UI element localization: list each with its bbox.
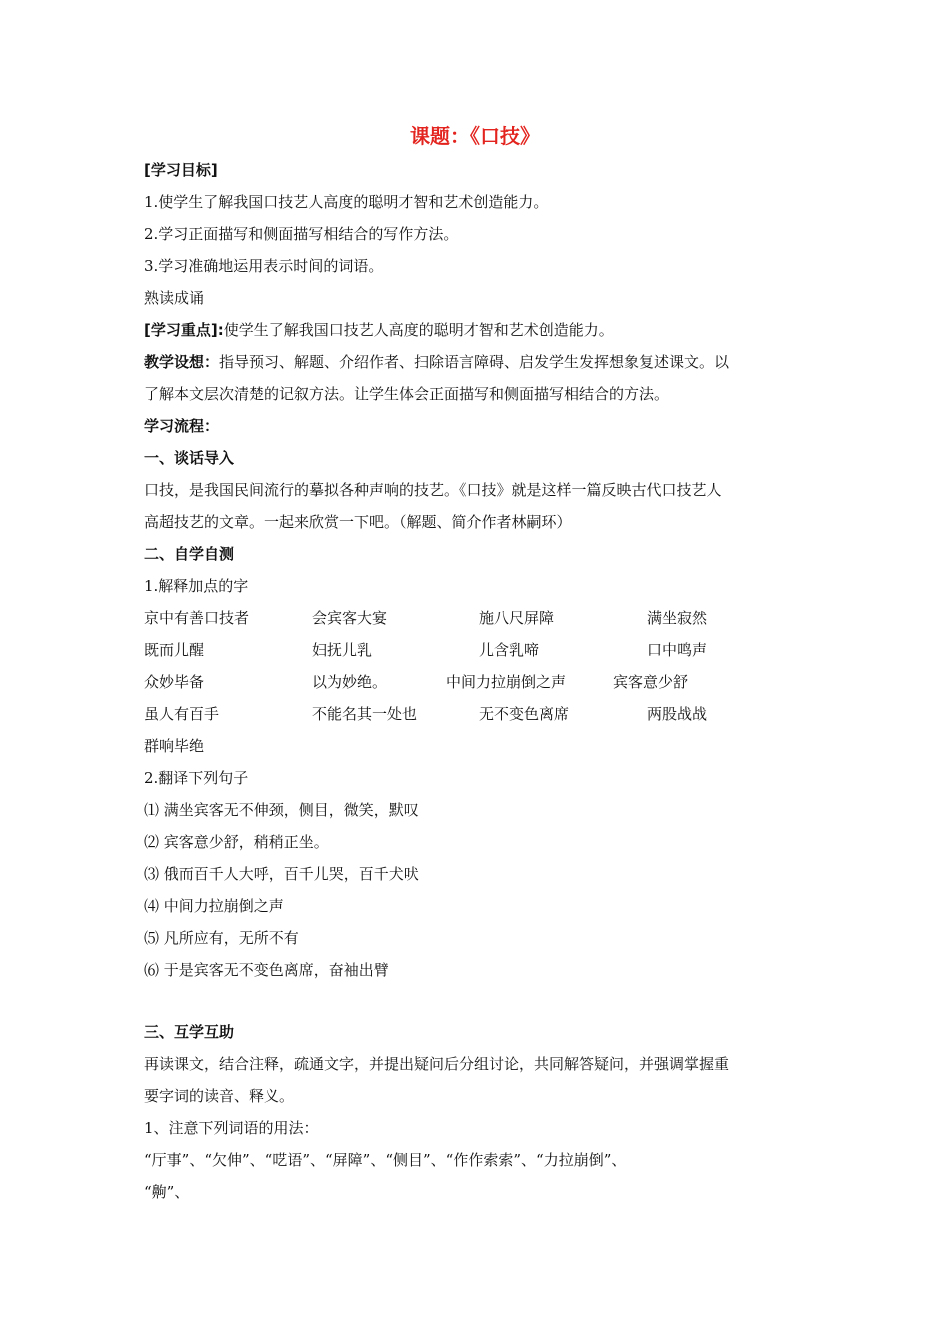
focus-label: [学习重点]: — [144, 321, 224, 339]
word-row — [144, 698, 816, 730]
sentence-item: ⑹ 于是宾客无不变色离席，奋袖出臂 — [144, 961, 389, 979]
section3-terms: “厅事”、“欠伸”、“呓语”、“屏障”、“侧目”、“作作索索”、“力拉崩倒”、 — [144, 1151, 627, 1169]
word-item: 既而儿醒 — [144, 641, 205, 659]
word-item: 儿含乳啼 — [479, 641, 540, 659]
word-item: 口中鸣声 — [647, 641, 708, 659]
sentence-item: ⑸ 凡所应有，无所不有 — [144, 929, 299, 947]
section1-heading: 一、谈话导入 — [144, 449, 235, 467]
objectives-heading: [学习目标] — [144, 161, 218, 179]
word-item: 以为妙绝。 — [312, 673, 388, 691]
word-item: 京中有善口技者 — [144, 609, 250, 627]
section2-heading: 二、自学自测 — [144, 545, 235, 563]
word-item: 两股战战 — [647, 705, 708, 723]
word-item: 宾客意少舒 — [613, 673, 689, 691]
design-text-cont: 了解本文层次清楚的记叙方法。让学生体会正面描写和侧面描写相结合的方法。 — [144, 385, 670, 403]
sentence-item: ⑶ 俄而百千人大呼，百千儿哭，百千犬吠 — [144, 865, 419, 883]
section3-terms-cont: “齁”、 — [144, 1183, 190, 1201]
design-paragraph — [144, 346, 816, 378]
word-row — [144, 634, 816, 666]
word-item: 中间力拉崩倒之声 — [446, 673, 567, 691]
section3-text-cont: 要字词的读音、释义。 — [144, 1087, 295, 1105]
spacer — [144, 986, 816, 1016]
word-item: 满坐寂然 — [647, 609, 708, 627]
document-body — [144, 154, 816, 1208]
section1-text-cont: 高超技艺的文章。一起来欣赏一下吧。（解题、简介作者林嗣环） — [144, 513, 572, 531]
sentence-item: ⑴ 满坐宾客无不伸颈，侧目，微笑，默叹 — [144, 801, 419, 819]
word-row — [144, 730, 816, 762]
section3-sub1: 1、注意下列词语的用法： — [144, 1119, 319, 1137]
section2-sub2: 2.翻译下列句子 — [144, 769, 249, 787]
focus-text: 使学生了解我国口技艺人高度的聪明才智和艺术创造能力。 — [223, 321, 614, 339]
design-label: 教学设想： — [144, 353, 220, 371]
word-item: 施八尺屏障 — [479, 609, 555, 627]
page-title: 课题：《口技》 — [410, 124, 540, 148]
word-item: 群响毕绝 — [144, 737, 205, 755]
word-item: 众妙毕备 — [144, 673, 205, 691]
section3-text: 再读课文，结合注释，疏通文字，并提出疑问后分组讨论，共同解答疑问，并强调掌握重 — [144, 1055, 730, 1073]
objective-item: 3.学习准确地运用表示时间的词语。 — [144, 257, 384, 275]
objective-item: 熟读成诵 — [144, 289, 205, 307]
design-text: 指导预习、解题、介绍作者、扫除语言障碍、启发学生发挥想象复述课文。以 — [219, 353, 730, 371]
objective-item: 2.学习正面描写和侧面描写相结合的写作方法。 — [144, 225, 459, 243]
word-item: 妇抚儿乳 — [312, 641, 373, 659]
word-item: 无不变色离席 — [479, 705, 570, 723]
sentence-item: ⑷ 中间力拉崩倒之声 — [144, 897, 284, 915]
section3-heading: 三、互学互助 — [144, 1023, 235, 1041]
process-heading: 学习流程： — [144, 417, 220, 435]
word-item: 不能名其一处也 — [312, 705, 418, 723]
focus-paragraph — [144, 314, 816, 346]
objective-item: 1.使学生了解我国口技艺人高度的聪明才智和艺术创造能力。 — [144, 193, 549, 211]
word-row — [144, 666, 816, 698]
word-item: 会宾客大宴 — [312, 609, 388, 627]
section2-sub1: 1.解释加点的字 — [144, 577, 249, 595]
sentence-item: ⑵ 宾客意少舒，稍稍正坐。 — [144, 833, 329, 851]
word-row — [144, 602, 816, 634]
section1-text: 口技，是我国民间流行的摹拟各种声响的技艺。《口技》就是这样一篇反映古代口技艺人 — [144, 481, 722, 499]
word-item: 虽人有百手 — [144, 705, 220, 723]
